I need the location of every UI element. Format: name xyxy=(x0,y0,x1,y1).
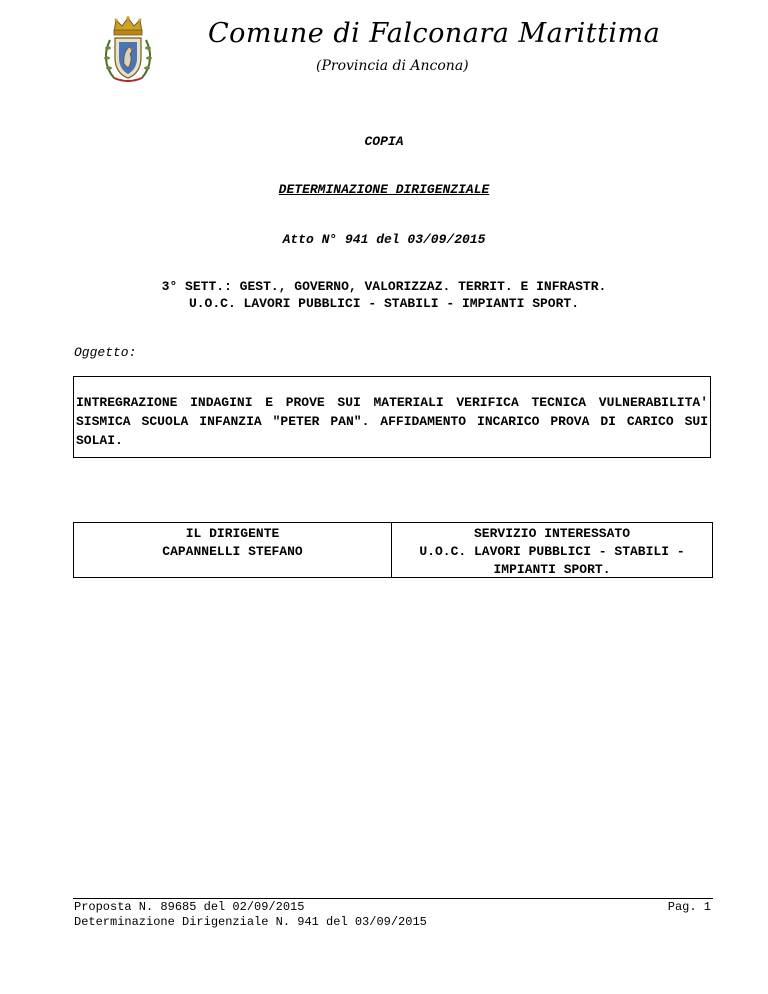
footer-proposal: Proposta N. 89685 del 02/09/2015 xyxy=(74,900,305,914)
manager-heading: IL DIRIGENTE xyxy=(185,526,280,541)
service-value: U.O.C. LAVORI PUBBLICI - STABILI - IMPIANTI SPORT. xyxy=(419,544,685,577)
subject-text: INTREGRAZIONE INDAGINI E PROVE SUI MATERIALI VERIFICA TECNICA VULNERABILITA' SISMICA SCUOLA INFANZIA "PETER PAN". AFFIDAMENTO INCARICO PROVA DI CARICO SUI SOLAI. xyxy=(76,395,708,448)
page-number: Pag. 1 xyxy=(667,900,711,914)
municipality-name: Comune di Falconara Marittima xyxy=(208,18,661,49)
manager-column xyxy=(74,523,392,577)
manager-name: CAPANNELLI STEFANO xyxy=(162,544,303,559)
province-name: (Provincia di Ancona) xyxy=(316,58,469,74)
department-line-1: 3° SETT.: GEST., GOVERNO, VALORIZZAZ. TERRIT. E INFRASTR. xyxy=(161,279,607,294)
act-number: Atto N° 941 del 03/09/2015 xyxy=(282,232,486,247)
department-line-2: U.O.C. LAVORI PUBBLICI - STABILI - IMPIANTI SPORT. xyxy=(188,296,580,311)
service-column xyxy=(392,523,712,577)
municipal-crest-logo xyxy=(100,14,156,86)
signature-table xyxy=(73,522,713,578)
service-heading: SERVIZIO INTERESSATO xyxy=(473,526,631,541)
document-title xyxy=(0,182,768,197)
subject-label: Oggetto: xyxy=(74,345,137,360)
document-title-text: DETERMINAZIONE DIRIGENZIALE xyxy=(278,182,490,197)
footer-divider xyxy=(73,898,713,899)
copy-label: COPIA xyxy=(364,134,404,149)
subject-box xyxy=(73,376,711,458)
footer-determination: Determinazione Dirigenziale N. 941 del 03/09/2015 xyxy=(74,915,427,929)
